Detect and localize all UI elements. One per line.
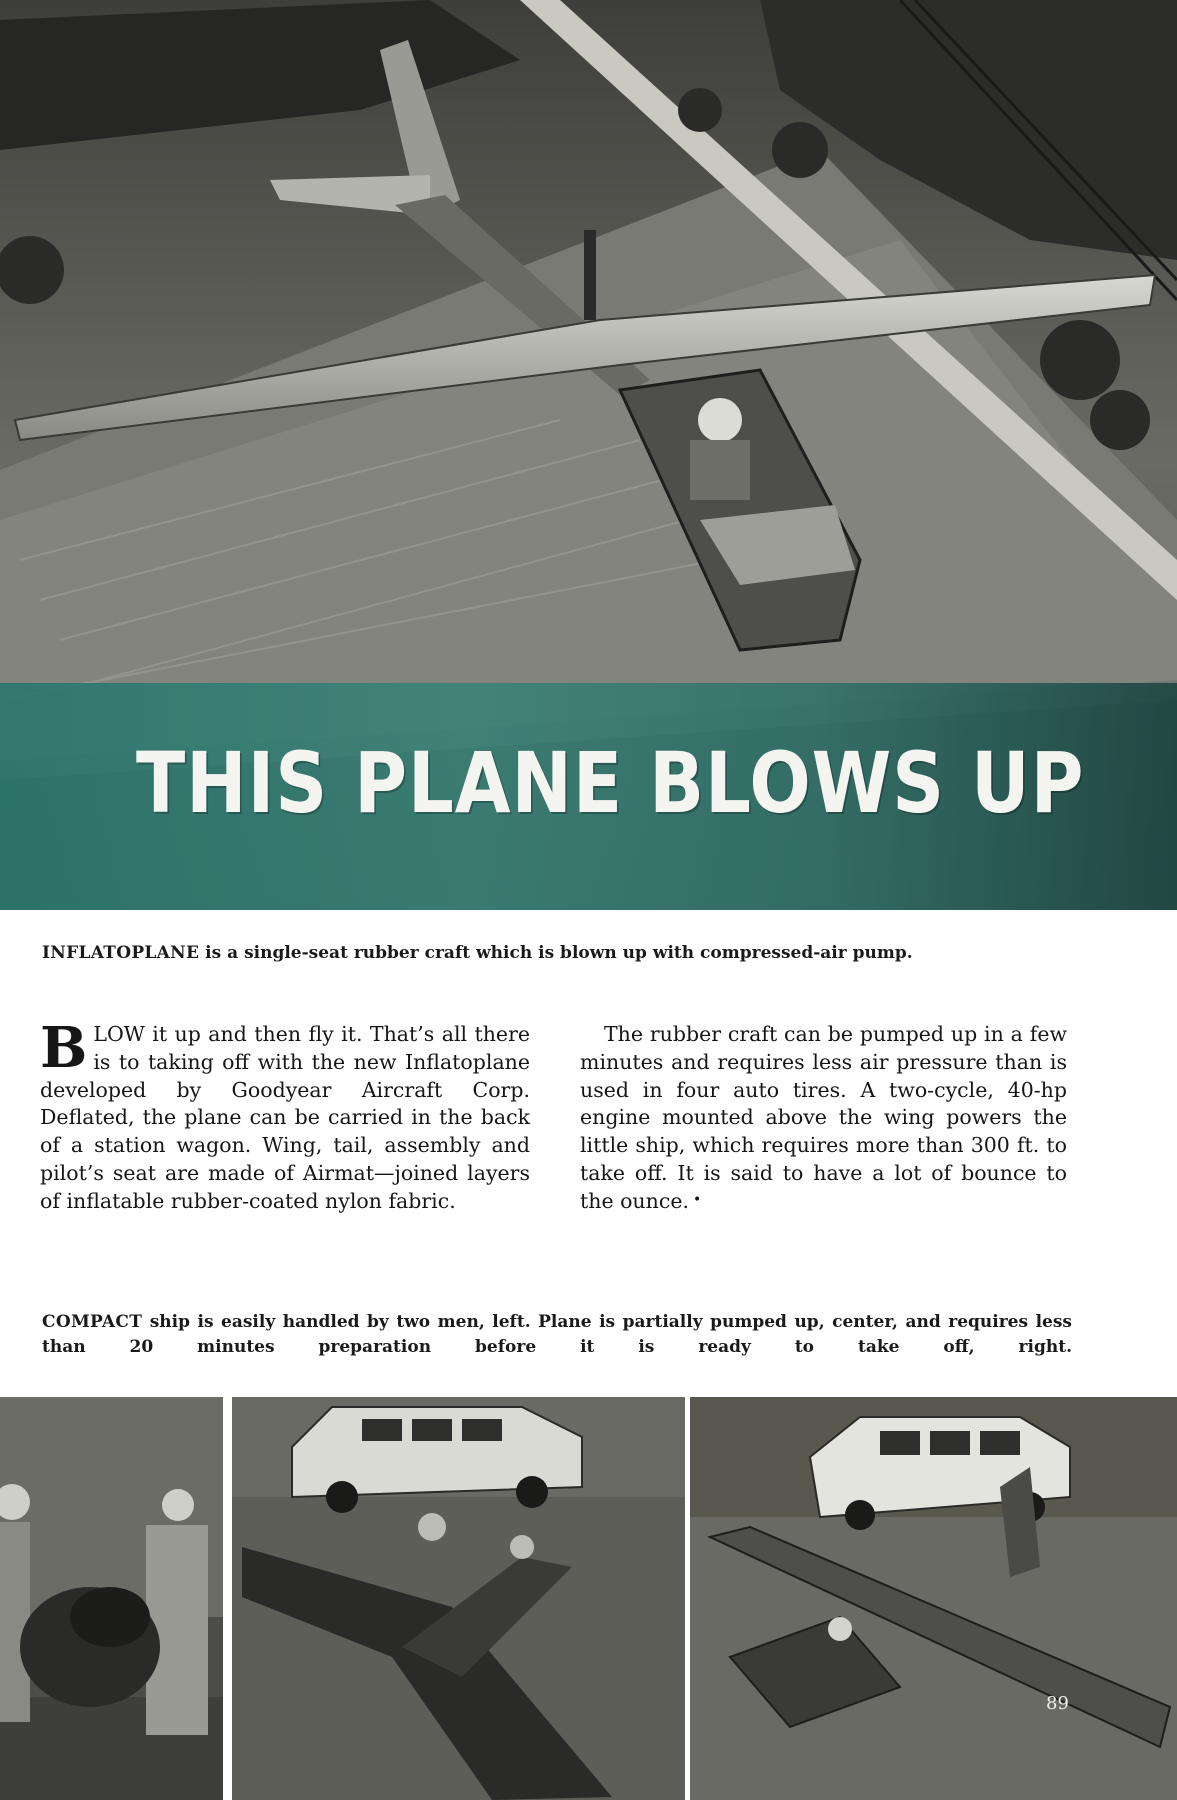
photo-right-ready-plane: [690, 1397, 1177, 1800]
article-text-right: The rubber craft can be pumped up in a few minutes and requires less air pressure than is used in four auto tires. A two-cycle, 40-hp engine mounted above the wing powers the little ship, which requires more than 300 ft. to take off. It is said to have a lot of bounce to the ounce.: [580, 1022, 1067, 1213]
drop-cap: B: [40, 1015, 88, 1081]
hero-caption-text: is a single-seat rubber craft which is blown up with compressed-air pump.: [199, 943, 913, 963]
hero-caption: [42, 941, 1142, 966]
photo-strip-caption-text: ship is easily handled by two men, left. Plane is partially pumped up, center, and requires less than 20 minutes preparation before it is ready to take off, right.: [42, 1312, 1072, 1357]
article-title: THIS PLANE BLOWS UP: [136, 734, 1085, 832]
article-text-left: LOW it up and then fly it. That’s all there is to taking off with the new Inflatoplane developed by Goodyear Aircraft Corp. Deflated, the plane can be carried in the back of a station wagon. Wing, tail, assembly and pilot’s seat are made of Airmat—joined layers of inflatable rubber-coated nylon fabric.: [40, 1022, 530, 1213]
photo-strip-caption: [42, 1310, 1072, 1360]
photo-left-two-men: [0, 1397, 223, 1800]
ready-plane-illustration: [690, 1397, 1177, 1800]
partially-inflated-illustration: [232, 1397, 685, 1800]
end-mark: •: [692, 1191, 702, 1208]
two-men-illustration: [0, 1397, 223, 1800]
page-number: 89: [1046, 1693, 1069, 1714]
photo-center-partially-inflated: [232, 1397, 685, 1800]
article-column-left: [40, 1015, 530, 1216]
photo-strip-caption-lead: COMPACT: [42, 1312, 143, 1332]
article-column-right: [580, 1021, 1067, 1219]
hero-caption-lead: INFLATOPLANE: [42, 943, 200, 963]
